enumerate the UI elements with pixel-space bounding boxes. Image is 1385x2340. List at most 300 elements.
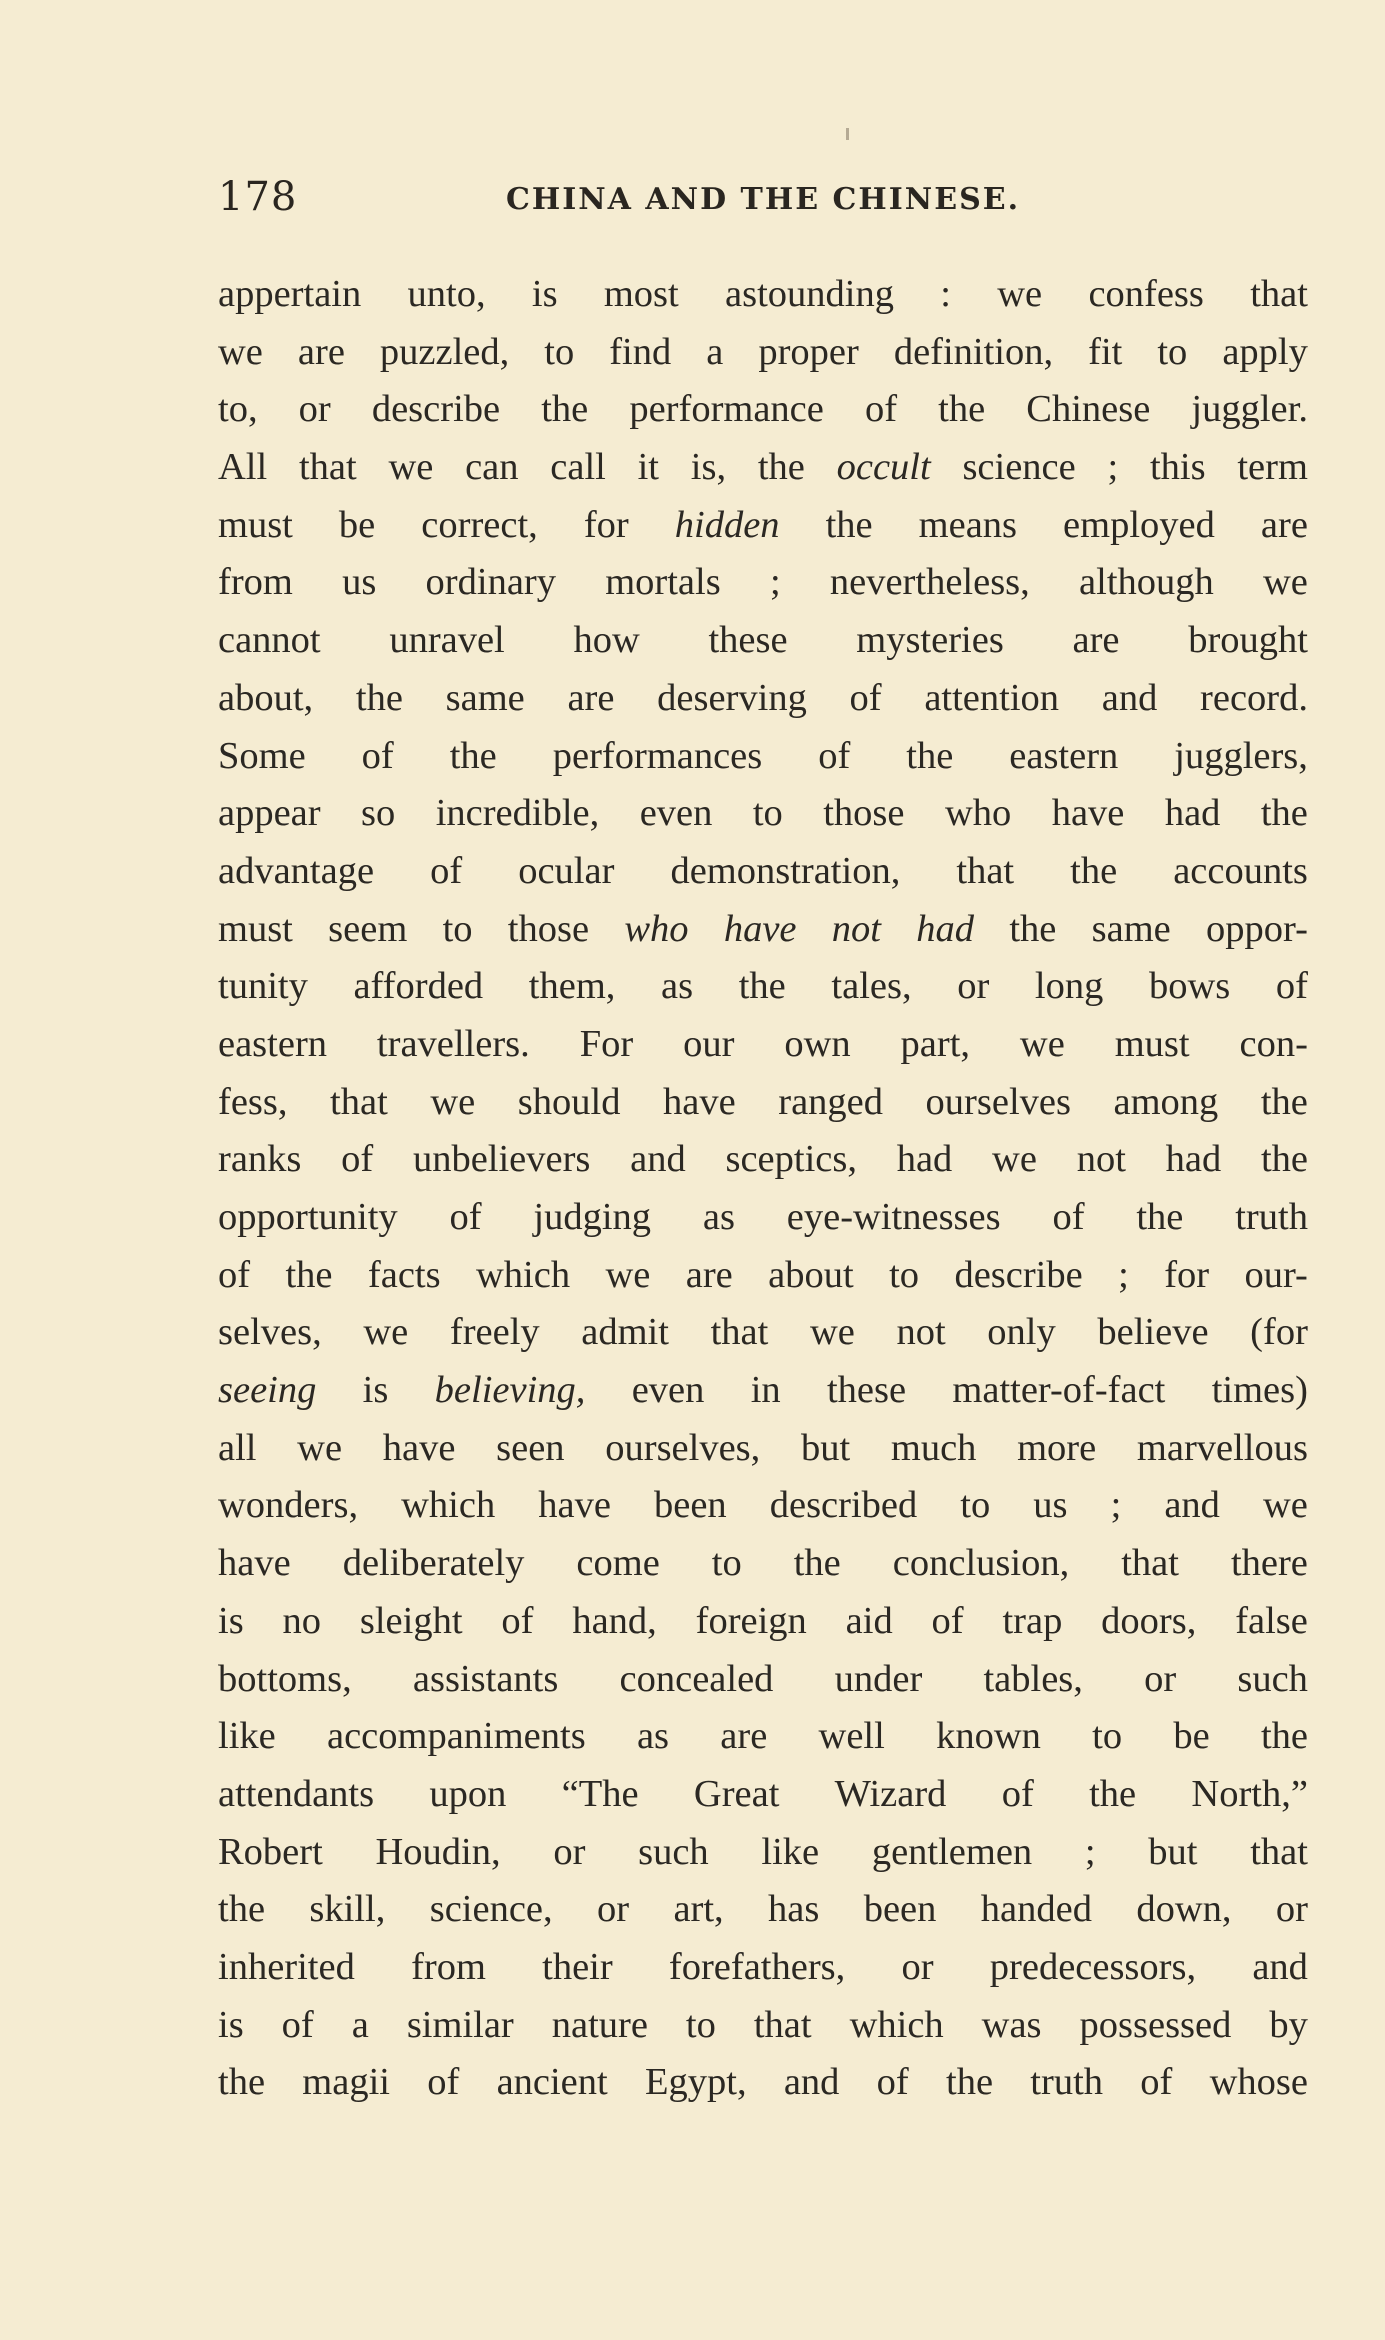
word: eye-witnesses [786, 1196, 1001, 1238]
word: is [218, 2003, 244, 2046]
word: Wizard [834, 1772, 947, 1815]
word: con- [1239, 1022, 1308, 1065]
word: deliberately [342, 1542, 525, 1585]
word: ; [1107, 446, 1119, 489]
word: or [1275, 1888, 1308, 1931]
word: unto, [407, 273, 486, 315]
word: seem [328, 907, 408, 950]
word: Great [693, 1772, 780, 1815]
word: record. [1200, 676, 1308, 719]
word: we [1263, 561, 1308, 604]
word: tunity [218, 965, 308, 1008]
word: of [931, 1599, 964, 1642]
word: more [1017, 1426, 1097, 1469]
word: the [946, 2061, 994, 2104]
text-line [218, 843, 1308, 901]
word: that [1250, 273, 1308, 315]
word: is [531, 273, 558, 315]
word: aid [845, 1599, 893, 1642]
word: skill, [309, 1888, 386, 1931]
word: we [1019, 1022, 1065, 1065]
word: we [363, 1311, 409, 1354]
word: unbelievers [412, 1138, 591, 1181]
word: possessed [1079, 2003, 1232, 2046]
word: be [338, 503, 376, 546]
page-number: 178 [218, 174, 298, 220]
word: attention [924, 676, 1060, 719]
word: to [1092, 1715, 1123, 1758]
word: the [738, 965, 786, 1008]
word: and [1252, 1945, 1308, 1988]
italic-word: who [624, 907, 689, 950]
page-header-title: CHINA AND THE CHINESE. [506, 182, 1021, 217]
word: the [825, 503, 873, 546]
word: of [361, 734, 394, 777]
word: as [636, 1715, 670, 1758]
italic-word: had [916, 907, 975, 950]
word: have [382, 1426, 456, 1469]
word: ; [769, 561, 781, 604]
word: or [1144, 1657, 1177, 1700]
word: the [449, 734, 497, 777]
word: jugglers, [1174, 734, 1308, 777]
word: we [297, 1426, 343, 1469]
word: to [544, 330, 575, 373]
word: so [361, 792, 396, 835]
text-line [218, 1074, 1308, 1132]
word: of [427, 2061, 460, 2104]
word: been [863, 1888, 937, 1931]
word: well [818, 1715, 885, 1758]
word: forefathers, [668, 1945, 846, 1988]
word: no [282, 1599, 322, 1642]
word: of [1140, 2061, 1173, 2104]
text-line [218, 1362, 1308, 1420]
word: was [981, 2003, 1042, 2046]
text-line [218, 1189, 1308, 1247]
word: proper [758, 330, 859, 373]
word: these [826, 1369, 907, 1412]
word: them, [528, 965, 616, 1008]
text-line [218, 1016, 1308, 1074]
word: concealed [619, 1657, 774, 1700]
word: inherited [218, 1945, 355, 1988]
word: Robert [218, 1830, 323, 1873]
word: part, [900, 1022, 971, 1065]
word: for [583, 503, 629, 546]
word: ancient [496, 2061, 608, 2104]
word: must [218, 907, 293, 950]
word: the [1260, 1080, 1308, 1123]
text-line [218, 554, 1308, 612]
word: our- [1244, 1253, 1308, 1296]
word: nevertheless, [829, 561, 1030, 604]
word: it [637, 446, 660, 489]
text-line [218, 728, 1308, 786]
word: or [298, 388, 331, 431]
word: from [411, 1945, 486, 1988]
text-line [218, 1420, 1308, 1478]
word: eastern [218, 1022, 328, 1065]
body-text [218, 266, 1308, 2112]
word: is, [690, 446, 727, 489]
word: the [541, 388, 589, 431]
word: confess [1088, 273, 1204, 315]
italic-word: occult [836, 446, 931, 489]
word: ordinary [425, 561, 556, 604]
word: deserving [657, 676, 807, 719]
word: the [1089, 1772, 1137, 1815]
word: of [341, 1138, 374, 1181]
word: to [1157, 330, 1188, 373]
word: for [1164, 1253, 1210, 1296]
word: tables, [983, 1657, 1083, 1700]
word: cannot [218, 619, 321, 662]
word: demonstration, [670, 849, 901, 892]
word: appertain [218, 273, 362, 315]
text-line [218, 381, 1308, 439]
word: the [218, 2061, 266, 2104]
word: describe [954, 1253, 1083, 1296]
word: have [538, 1484, 611, 1527]
word: admit [581, 1311, 669, 1354]
italic-word: believing, [434, 1369, 586, 1412]
word: even [631, 1369, 705, 1412]
word: had [1164, 792, 1221, 835]
word: of [449, 1196, 482, 1238]
word: trap [1002, 1599, 1063, 1642]
word: be [1173, 1715, 1210, 1758]
word: these [708, 619, 788, 662]
italic-word: hidden [674, 503, 780, 546]
word: conclusion, [892, 1542, 1070, 1585]
word: down, [1136, 1888, 1232, 1931]
word: had [1165, 1138, 1222, 1181]
word: that [298, 446, 357, 489]
word: is [218, 1599, 244, 1642]
word: not [1076, 1138, 1126, 1181]
word: all [218, 1426, 257, 1469]
word: not [896, 1311, 946, 1354]
word: described [769, 1484, 918, 1527]
word: long [1034, 965, 1104, 1008]
word: have [663, 1080, 736, 1123]
word: accounts [1173, 849, 1308, 892]
word: of [501, 1599, 534, 1642]
word: term [1237, 446, 1308, 489]
word: advantage [218, 849, 375, 892]
word: to [442, 907, 473, 950]
word: same [445, 676, 525, 719]
word: of [1052, 1196, 1085, 1238]
text-line [218, 324, 1308, 382]
word: or [597, 1888, 630, 1931]
word: from [218, 561, 293, 604]
word: the [1009, 907, 1057, 950]
word: incredible, [435, 792, 600, 835]
word: and [1164, 1484, 1220, 1527]
word: “The [561, 1772, 639, 1815]
word: upon [429, 1772, 507, 1815]
word: even [639, 792, 713, 835]
word: of [281, 2003, 314, 2046]
italic-word: not [831, 907, 881, 950]
word: wonders, [218, 1484, 359, 1527]
word: Some [218, 734, 306, 777]
word: gentlemen [871, 1830, 1033, 1873]
word: to [960, 1484, 991, 1527]
text-line [218, 1651, 1308, 1709]
word: performance [629, 388, 824, 431]
print-mark [846, 128, 849, 140]
word: about [768, 1253, 854, 1296]
word: by [1269, 2003, 1308, 2046]
word: are [297, 330, 345, 373]
word: performances [552, 734, 763, 777]
word: as [661, 965, 694, 1008]
word: facts [367, 1253, 441, 1296]
word: ; [1118, 1253, 1129, 1296]
word: been [654, 1484, 727, 1527]
word: those [507, 907, 590, 950]
word: opportunity [218, 1196, 398, 1238]
text-line [218, 439, 1308, 497]
text-line [218, 1477, 1308, 1535]
word: sceptics, [725, 1138, 857, 1181]
text-line [218, 1997, 1308, 2055]
word: which [849, 2003, 944, 2046]
word: sleight [359, 1599, 463, 1642]
word: their [542, 1945, 613, 1988]
word: puzzled, [379, 330, 510, 373]
word: of [849, 676, 882, 719]
word: such [1237, 1657, 1308, 1700]
word: eastern [1009, 734, 1119, 777]
word: we [992, 1138, 1037, 1181]
word: predecessors, [989, 1945, 1197, 1988]
word: of [218, 1253, 251, 1296]
word: bottoms, [218, 1657, 352, 1700]
word: is [362, 1369, 389, 1412]
word: handed [980, 1888, 1092, 1931]
word: must [218, 503, 293, 546]
word: to [752, 792, 783, 835]
word: that [956, 849, 1015, 892]
word: that [753, 2003, 812, 2046]
word: employed [1063, 503, 1215, 546]
word: ranks [218, 1138, 302, 1181]
text-line [218, 1939, 1308, 1997]
text-line [218, 1593, 1308, 1651]
text-line [218, 670, 1308, 728]
word: we [430, 1080, 476, 1123]
word: ; [1110, 1484, 1122, 1527]
word: had [896, 1138, 953, 1181]
word: are [1072, 619, 1120, 662]
word: are [720, 1715, 768, 1758]
word: that [1121, 1542, 1179, 1585]
text-line [218, 1131, 1308, 1189]
word: a [706, 330, 724, 373]
word: we [218, 330, 263, 373]
word: magii [302, 2061, 390, 2104]
word: there [1230, 1542, 1308, 1585]
word: are [685, 1253, 733, 1296]
word: which [401, 1484, 496, 1527]
word: For [579, 1022, 634, 1065]
word: we [388, 446, 434, 489]
word: this [1149, 446, 1206, 489]
word: truth [1030, 2061, 1104, 2104]
word: the [218, 1888, 266, 1931]
word: marvellous [1136, 1426, 1308, 1469]
text-line [218, 785, 1308, 843]
word: under [834, 1657, 923, 1700]
text-line [218, 1708, 1308, 1766]
word: although [1079, 561, 1214, 604]
word: that [1250, 1830, 1308, 1873]
word: about, [218, 676, 314, 719]
text-line [218, 497, 1308, 555]
word: times) [1211, 1369, 1308, 1412]
text-line [218, 1824, 1308, 1882]
word: to [889, 1253, 920, 1296]
word: All [218, 446, 268, 489]
word: the [938, 388, 986, 431]
text-line [218, 1881, 1308, 1939]
word: like [761, 1830, 820, 1873]
text-line [218, 901, 1308, 959]
word: the [285, 1253, 333, 1296]
word: are [1260, 503, 1308, 546]
word: the [1070, 849, 1118, 892]
word: ourselves [925, 1080, 1071, 1123]
word: we [605, 1253, 651, 1296]
word: ranged [778, 1080, 883, 1123]
word: the [757, 446, 805, 489]
word: can [465, 446, 519, 489]
word: but [800, 1426, 851, 1469]
word: of [818, 734, 851, 777]
word: fit [1088, 330, 1123, 373]
word: call [550, 446, 606, 489]
word: should [517, 1080, 621, 1123]
word: hand, [572, 1599, 657, 1642]
word: afforded [353, 965, 484, 1008]
word: correct, [421, 503, 538, 546]
word: art, [673, 1888, 724, 1931]
word: false [1235, 1599, 1308, 1642]
word: (for [1250, 1311, 1308, 1354]
word: describe [371, 388, 501, 431]
word: apply [1222, 330, 1308, 373]
word: who [944, 792, 1012, 835]
word: and [783, 2061, 840, 2104]
text-line [218, 612, 1308, 670]
word: how [573, 619, 640, 662]
word: find [609, 330, 672, 373]
word: have [1051, 792, 1125, 835]
word: or [957, 965, 990, 1008]
word: the [1136, 1196, 1184, 1238]
word: assistants [412, 1657, 559, 1700]
running-head [218, 170, 1308, 230]
word: nature [551, 2003, 648, 2046]
word: are [567, 676, 615, 719]
word: to [711, 1542, 742, 1585]
word: ; [1084, 1830, 1096, 1873]
word: bows [1149, 965, 1231, 1008]
word: ocular [518, 849, 615, 892]
text-line [218, 266, 1308, 324]
word: the [1260, 1138, 1308, 1181]
word: but [1148, 1830, 1198, 1873]
word: of [430, 849, 463, 892]
word: the [793, 1542, 841, 1585]
word: travellers. [376, 1022, 530, 1065]
italic-word: seeing [218, 1369, 317, 1412]
word: believe [1097, 1311, 1209, 1354]
word: that [330, 1080, 388, 1123]
italic-word: have [723, 907, 797, 950]
word: we [1262, 1484, 1308, 1527]
word: of [1001, 1772, 1034, 1815]
word: known [936, 1715, 1041, 1758]
word: have [218, 1542, 291, 1585]
word: doors, [1101, 1599, 1197, 1642]
word: or [553, 1830, 586, 1873]
word: such [638, 1830, 709, 1873]
word: of [876, 2061, 909, 2104]
word: : [940, 273, 951, 315]
word: or [901, 1945, 934, 1988]
word: juggler. [1191, 388, 1308, 431]
word: whose [1209, 2061, 1308, 2104]
word: mysteries [856, 619, 1004, 662]
word: Egypt, [644, 2061, 747, 2104]
word: our [683, 1022, 735, 1065]
word: unravel [389, 619, 505, 662]
word: matter-of-fact [952, 1369, 1166, 1412]
word: us [1033, 1484, 1068, 1527]
word: foreign [695, 1599, 807, 1642]
word: to, [218, 388, 258, 431]
text-line [218, 1766, 1308, 1824]
text-line [218, 958, 1308, 1016]
word: appear [218, 792, 321, 835]
word: selves, [218, 1311, 322, 1354]
word: freely [449, 1311, 540, 1354]
word: and [1101, 676, 1158, 719]
text-line [218, 1247, 1308, 1305]
word: brought [1188, 619, 1308, 662]
word: to [685, 2003, 716, 2046]
word: as [702, 1196, 735, 1238]
word: truth [1235, 1196, 1308, 1238]
word: the [906, 734, 954, 777]
text-line [218, 2054, 1308, 2112]
word: those [823, 792, 905, 835]
word: only [987, 1311, 1056, 1354]
word: we [809, 1311, 855, 1354]
word: North,” [1191, 1772, 1308, 1815]
word: science [962, 446, 1076, 489]
word: same [1091, 907, 1171, 950]
word: own [784, 1022, 851, 1065]
word: attendants [218, 1772, 375, 1815]
word: similar [406, 2003, 514, 2046]
word: us [342, 561, 377, 604]
